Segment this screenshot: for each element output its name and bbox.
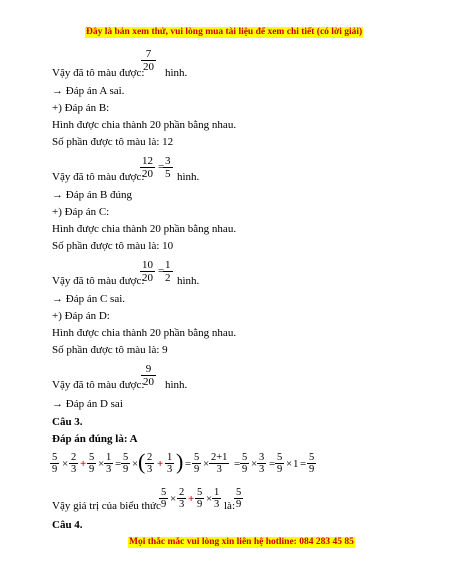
fraction: 5 9 [242, 452, 248, 475]
footer-banner: Mọi thắc mắc vui lòng xin liên hệ hotline: 084 283 45 85 [129, 537, 354, 547]
verdict-a: → Đáp án A sai. [52, 85, 125, 97]
option-d-colored: Số phần được tô màu là: 9 [52, 344, 168, 356]
verdict-d: → Đáp án D sai [52, 398, 123, 410]
times-sign: × [98, 458, 105, 470]
result-line-c-prefix: Vậy đã tô màu được: [52, 275, 145, 287]
option-b-heading: +) Đáp án B: [52, 102, 110, 114]
fraction: 2 3 [71, 452, 77, 475]
times-sign: × [206, 493, 213, 505]
denominator: 20 [142, 272, 153, 284]
numerator: 1 [165, 259, 171, 271]
question-3-conclusion-prefix: Vậy giá trị của biểu thức [52, 500, 161, 512]
result-line-d-prefix: Vậy đã tô màu được: [52, 379, 145, 391]
fraction: 5 9 [161, 487, 167, 510]
option-d-divided: Hình được chia thành 20 phần bằng nhau. [52, 327, 237, 339]
verdict-b: → Đáp án B đúng [52, 189, 133, 201]
equals-sign: = [158, 265, 165, 277]
result-line-d-suffix: hình. [165, 379, 188, 391]
fraction: 5 9 [309, 452, 315, 475]
option-c-divided: Hình được chia thành 20 phần bằng nhau. [52, 223, 237, 235]
fraction: 5 9 [123, 452, 129, 475]
equals-sign: = [300, 458, 307, 470]
fraction: 1 3 [167, 452, 173, 475]
plus-sign: + [80, 458, 87, 470]
question-3-title: Câu 3. [52, 416, 83, 428]
verdict-c: → Đáp án C sai. [52, 293, 126, 305]
fraction: 2+1 3 [211, 452, 228, 475]
times-sign: × [62, 458, 69, 470]
fraction-c-2 [163, 259, 173, 284]
times-sign: × [286, 458, 293, 470]
times-sign: × [251, 458, 258, 470]
fraction: 5 9 [277, 452, 283, 475]
fraction: 5 9 [197, 487, 203, 510]
result-line-b-prefix: Vậy đã tô màu được: [52, 171, 145, 183]
fraction: 2 3 [179, 487, 185, 510]
numerator: 10 [142, 259, 153, 271]
times-sign: × [170, 493, 177, 505]
denominator: 20 [142, 168, 153, 180]
equals-sign: = [234, 458, 241, 470]
numerator: 12 [142, 155, 153, 167]
option-b-colored: Số phần được tô màu là: 12 [52, 136, 174, 148]
number-one: 1 [293, 458, 299, 470]
equals-sign: = [269, 458, 276, 470]
result-fraction: 5 9 [236, 487, 242, 510]
result-line-a-suffix: hình. [165, 67, 188, 79]
right-paren: ) [176, 449, 184, 474]
numerator: 3 [165, 155, 171, 167]
option-c-colored: Số phần được tô màu là: 10 [52, 240, 174, 252]
result-line-a-prefix: Vậy đã tô màu được: [52, 67, 145, 79]
fraction: 1 3 [214, 487, 220, 510]
equals-sign: = [115, 458, 122, 470]
fraction: 5 9 [194, 452, 200, 475]
times-sign: × [203, 458, 210, 470]
result-line-b-suffix: hình. [177, 171, 200, 183]
numerator: 7 [145, 48, 152, 60]
fraction-b-2 [163, 155, 173, 180]
result-line-c-suffix: hình. [177, 275, 200, 287]
header-banner: Đây là bản xem thử, vui lòng mua tài liệu để xem chi tiết (có lời giải) [86, 27, 363, 37]
option-d-heading: +) Đáp án D: [52, 310, 110, 322]
times-sign: × [132, 458, 139, 470]
fraction: 1 3 [106, 452, 112, 475]
left-paren: ( [138, 449, 146, 474]
option-b-divided: Hình được chia thành 20 phần bằng nhau. [52, 119, 237, 131]
question-3-answer: Đáp án đúng là: A [52, 433, 138, 445]
question-4-title: Câu 4. [52, 519, 83, 531]
numerator: 9 [145, 363, 152, 375]
plus-sign: + [157, 458, 164, 470]
fraction: 2 3 [147, 452, 153, 475]
option-c-heading: +) Đáp án C: [52, 206, 110, 218]
denominator: 20 [143, 61, 154, 73]
fraction: 5 9 [89, 452, 95, 475]
denominator: 5 [165, 168, 171, 180]
denominator: 20 [143, 376, 154, 388]
plus-sign: + [188, 493, 195, 505]
fraction: 5 9 [52, 452, 58, 475]
fraction: 3 3 [259, 452, 265, 475]
denominator: 2 [165, 272, 171, 284]
equals-sign: = [185, 458, 192, 470]
equals-sign: = [158, 161, 165, 173]
question-3-conclusion-mid: là: [224, 500, 235, 512]
